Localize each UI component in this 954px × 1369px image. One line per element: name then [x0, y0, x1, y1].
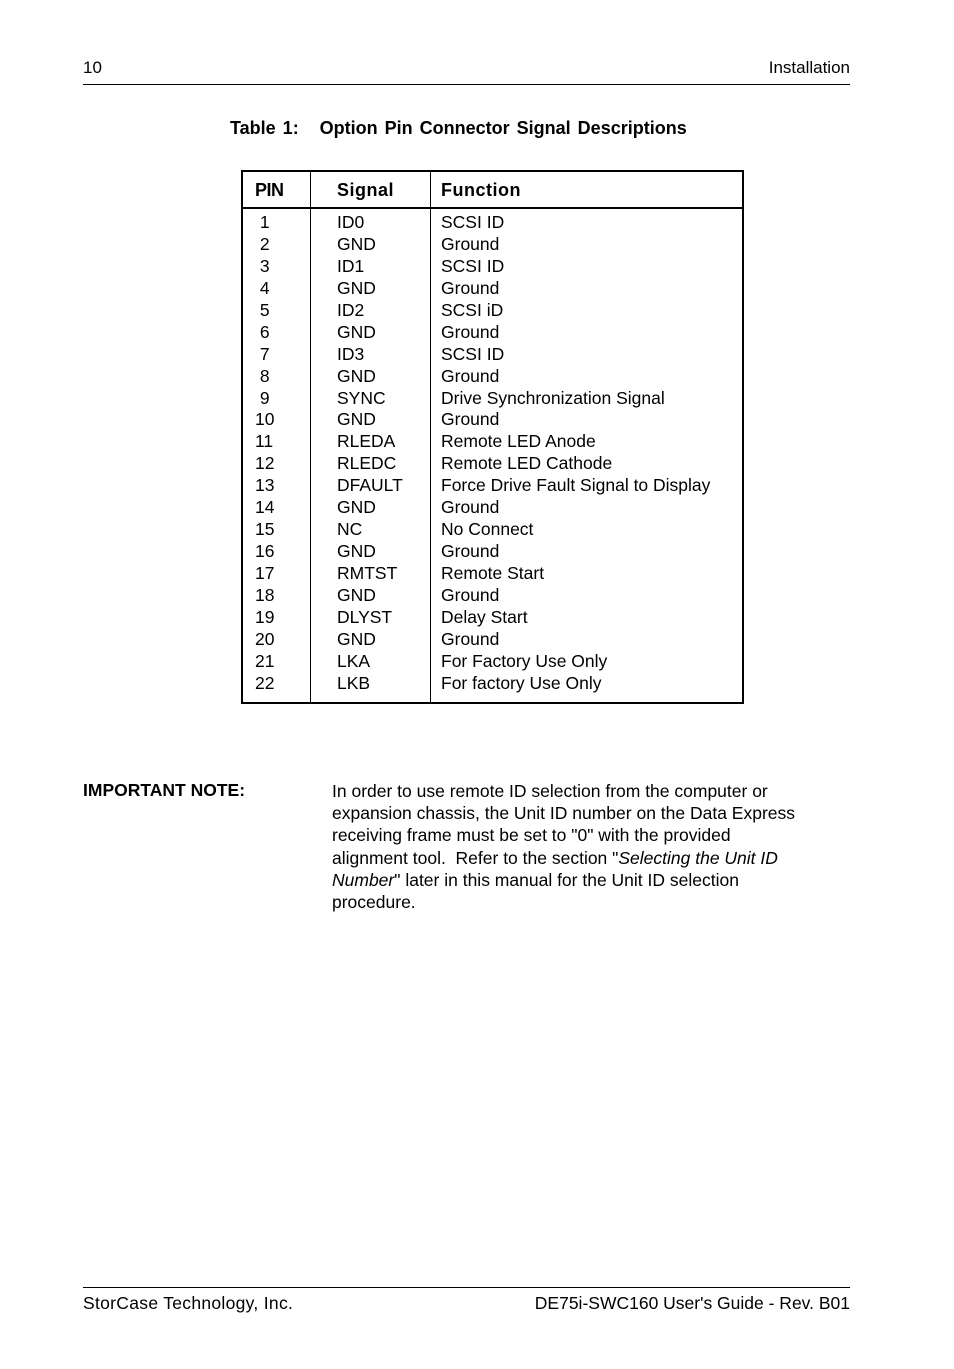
function-cell: Delay Start	[441, 606, 528, 627]
function-cell: Remote LED Cathode	[441, 453, 613, 474]
function-cell: Ground	[441, 277, 500, 298]
note-line: procedure.	[332, 892, 416, 913]
table-row	[243, 519, 742, 541]
pin-cell: 19	[255, 606, 275, 627]
table-row	[243, 344, 742, 366]
function-cell: Drive Synchronization Signal	[441, 387, 665, 408]
table-row	[243, 322, 742, 344]
function-cell: Ground	[441, 233, 500, 254]
table-row	[243, 607, 742, 629]
page-number: 10	[83, 58, 102, 77]
function-cell: SCSI ID	[441, 343, 505, 364]
note-line	[332, 869, 852, 891]
table-row	[243, 629, 742, 651]
pin-cell: 2	[255, 233, 270, 254]
signal-cell: GND	[337, 365, 376, 386]
signal-cell: GND	[337, 409, 376, 430]
pin-cell: 12	[255, 453, 275, 474]
signal-cell: LKA	[337, 650, 371, 671]
function-cell: Ground	[441, 541, 500, 562]
function-cell: For Factory Use Only	[441, 650, 608, 671]
signal-cell: DLYST	[337, 606, 393, 627]
pin-cell: 18	[255, 584, 275, 605]
note-line: expansion chassis, the Unit ID number on the Data Express	[332, 803, 796, 824]
table-row	[243, 541, 742, 563]
signal-cell: RLEDA	[337, 431, 396, 452]
pin-cell: 14	[255, 497, 275, 518]
function-cell: For factory Use Only	[441, 672, 602, 693]
pin-cell: 9	[255, 387, 270, 408]
table-caption: Table 1: Option Pin Connector Signal Descriptions	[230, 118, 687, 138]
pin-cell: 16	[255, 541, 275, 562]
table-row	[243, 585, 742, 607]
pin-cell: 13	[255, 475, 275, 496]
table-row	[243, 234, 742, 256]
note-line	[332, 847, 852, 869]
function-cell: No Connect	[441, 519, 534, 540]
pin-cell: 21	[255, 650, 275, 671]
pin-cell: 7	[255, 343, 270, 364]
table-row	[243, 497, 742, 519]
pin-cell: 22	[255, 672, 275, 693]
note-line: In order to use remote ID selection from the computer or	[332, 781, 768, 801]
pin-cell: 10	[255, 409, 275, 430]
pin-cell: 6	[255, 321, 270, 342]
note-text: alignment tool. Refer to the section "	[332, 847, 619, 868]
table-row	[243, 409, 742, 431]
table-row	[243, 300, 742, 322]
important-note-text	[332, 780, 852, 913]
signal-cell: RMTST	[337, 563, 398, 583]
function-cell: SCSI iD	[441, 299, 504, 320]
page-header	[83, 58, 850, 85]
pin-cell: 15	[255, 519, 275, 540]
note-text: " later in this manual for the Unit ID selection	[394, 869, 739, 890]
table-row	[243, 563, 742, 585]
section-title: Installation	[768, 58, 850, 77]
page-footer	[83, 1287, 850, 1318]
signal-cell: GND	[337, 497, 376, 518]
signal-cell: DFAULT	[337, 475, 403, 496]
column-header-function: Function	[441, 180, 521, 200]
section-reference: Selecting the Unit ID	[618, 847, 778, 868]
table-body	[243, 212, 742, 695]
section-reference: Number	[332, 869, 395, 890]
header-divider	[243, 207, 742, 209]
function-cell: Ground	[441, 497, 500, 518]
table-row	[243, 453, 742, 475]
note-line: receiving frame must be set to "0" with the provided	[332, 825, 731, 846]
pin-cell: 8	[255, 365, 270, 386]
signal-cell: RLEDC	[337, 453, 397, 474]
function-cell: SCSI ID	[441, 255, 505, 276]
pin-cell: 5	[255, 299, 270, 320]
function-cell: Ground	[441, 321, 500, 342]
pin-cell: 17	[255, 563, 275, 583]
signal-cell: ID0	[337, 212, 365, 232]
signal-cell: GND	[337, 584, 376, 605]
table-row	[243, 651, 742, 673]
signal-cell: GND	[337, 321, 376, 342]
pin-cell: 11	[255, 431, 274, 452]
table-row	[243, 278, 742, 300]
function-cell: SCSI ID	[441, 212, 505, 232]
function-cell: Ground	[441, 628, 500, 649]
column-header-pin: PIN	[255, 180, 284, 200]
pin-cell: 1	[255, 212, 270, 232]
document-title: DE75i-SWC160 User's Guide - Rev. B01	[534, 1293, 850, 1313]
pin-cell: 20	[255, 628, 275, 649]
signal-cell: LKB	[337, 672, 371, 693]
signal-cell: GND	[337, 233, 376, 254]
signal-cell: ID2	[337, 299, 365, 320]
function-cell: Ground	[441, 584, 500, 605]
table-row	[243, 388, 742, 410]
important-note-label: IMPORTANT NOTE:	[83, 780, 246, 800]
company-name: StorCase Technology, Inc.	[83, 1293, 294, 1313]
pin-cell: 3	[255, 255, 270, 276]
table-row	[243, 256, 742, 278]
signal-cell: NC	[337, 519, 363, 540]
table-row	[243, 475, 742, 497]
pin-signal-table	[241, 170, 744, 704]
table-row	[243, 212, 742, 234]
signal-cell: GND	[337, 277, 376, 298]
signal-cell: ID1	[337, 255, 365, 276]
table-row	[243, 431, 742, 453]
table-row	[243, 673, 742, 695]
signal-cell: GND	[337, 541, 376, 562]
function-cell: Remote LED Anode	[441, 431, 596, 452]
pin-cell: 4	[255, 277, 270, 298]
function-cell: Ground	[441, 409, 500, 430]
function-cell: Remote Start	[441, 563, 545, 583]
signal-cell: ID3	[337, 343, 365, 364]
function-cell: Force Drive Fault Signal to Display	[441, 475, 711, 496]
table-row	[243, 366, 742, 388]
signal-cell: GND	[337, 628, 376, 649]
signal-cell: SYNC	[337, 387, 386, 408]
function-cell: Ground	[441, 365, 500, 386]
column-header-signal: Signal	[337, 180, 395, 200]
